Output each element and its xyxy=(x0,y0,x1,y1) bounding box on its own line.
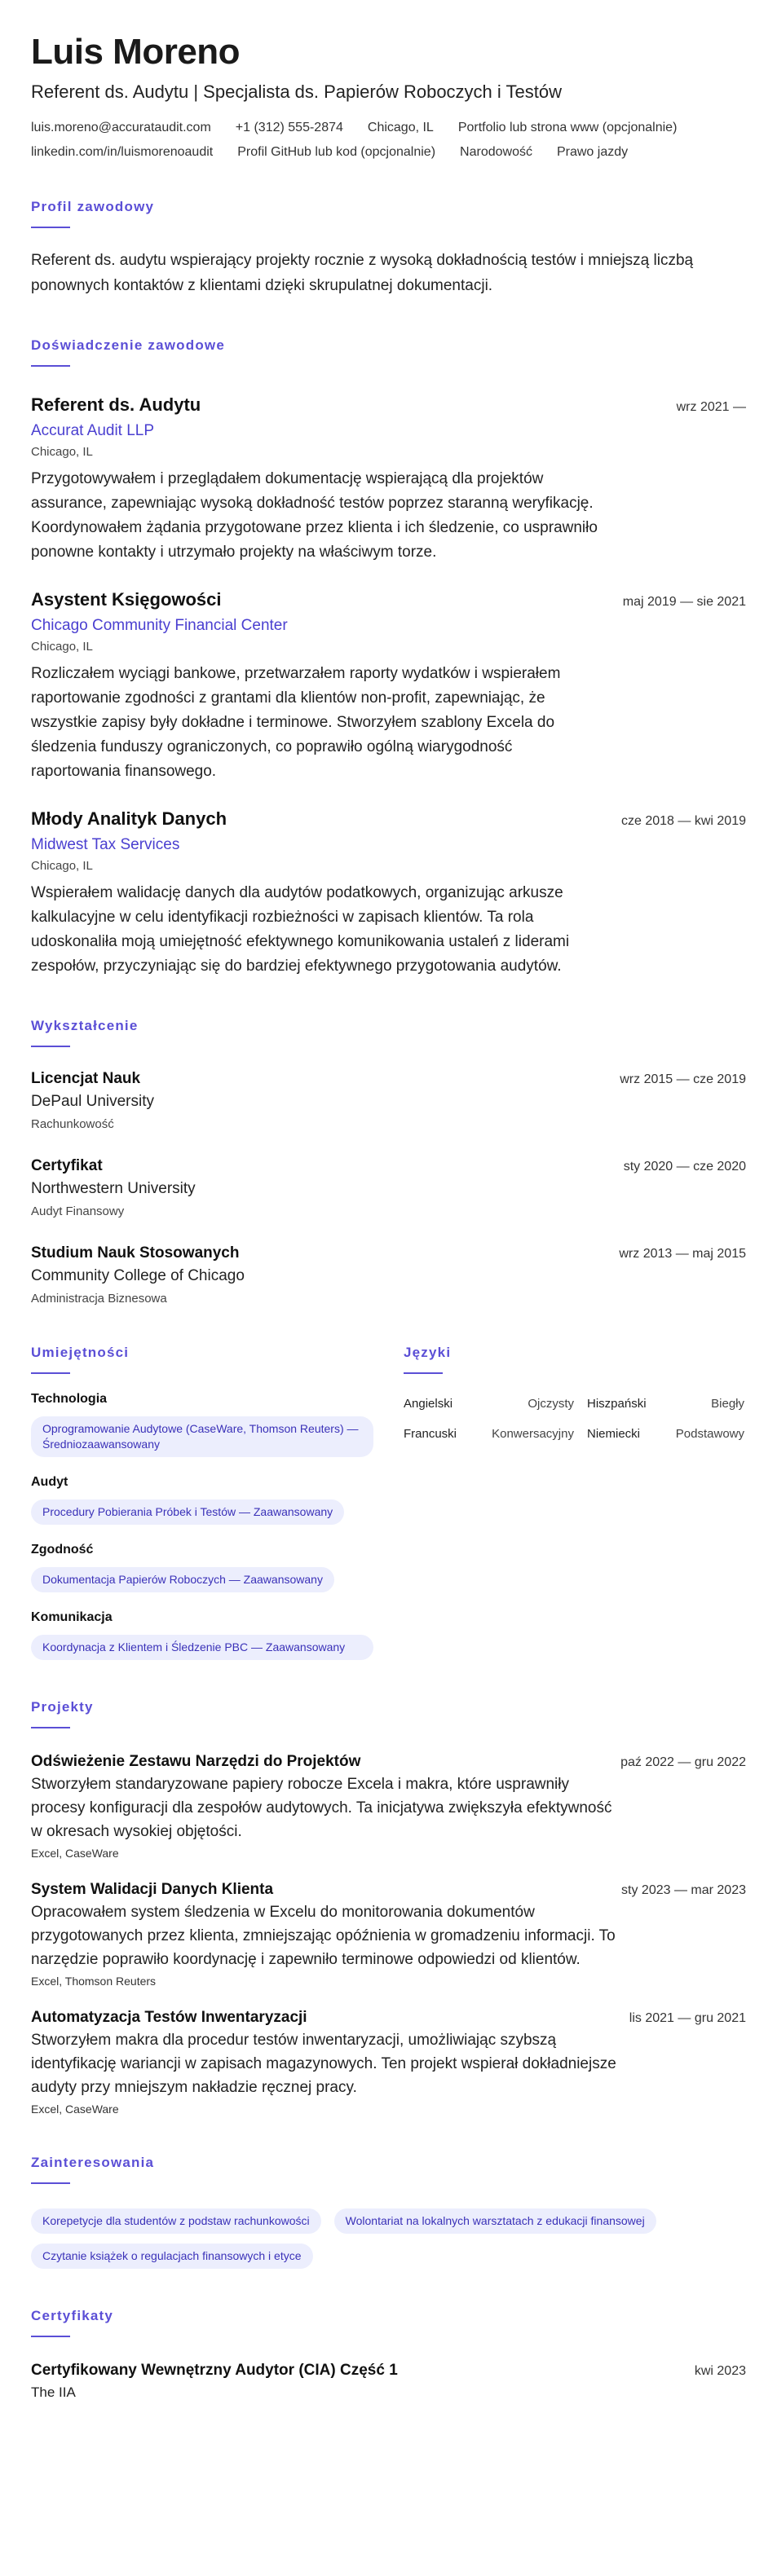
contact-location: Chicago, IL xyxy=(367,121,434,134)
resume-header xyxy=(31,31,746,160)
education-degree: Studium Nauk Stosowanych xyxy=(31,1244,240,1262)
contact-github[interactable]: Profil GitHub lub kod (opcjonalnie) xyxy=(237,145,436,159)
education-dates: sty 2020 — cze 2020 xyxy=(623,1160,746,1174)
skill-chip: Koordynacja z Klientem i Śledzenie PBC — Zaawansowany xyxy=(31,1635,373,1660)
education-dates: wrz 2013 — maj 2015 xyxy=(619,1247,746,1261)
candidate-title: Referent ds. Audytu | Specjalista ds. Papierów Roboczych i Testów xyxy=(31,81,562,102)
education-school: Community College of Chicago xyxy=(31,1267,245,1284)
project-tech: Excel, Thomson Reuters xyxy=(31,1975,157,1988)
education-field: Rachunkowość xyxy=(31,1117,114,1131)
education-school: DePaul University xyxy=(31,1093,154,1110)
certificate-title: Certyfikowany Wewnętrzny Audytor (CIA) Część 1 xyxy=(31,2362,398,2379)
job-company: Accurat Audit LLP xyxy=(31,422,155,439)
language-level: Podstawowy xyxy=(675,1427,744,1441)
project-title: System Walidacji Danych Klienta xyxy=(31,1881,274,1898)
section-title: Certyfikaty xyxy=(31,2308,114,2323)
project-description: Opracowałem system śledzenia w Excelu do monitorowania dokumentów przygotowanych przez klienta, zmniejszając opóźnienia w gromadzeniu informacji. To narzędzie poprawiło koordynację i zapewniło terminowe odpowiedzi od klientów. xyxy=(31,1904,616,1968)
project-entry xyxy=(31,2009,746,2116)
education-entry xyxy=(31,1070,746,1131)
section-title: Projekty xyxy=(31,1699,94,1715)
education-entry xyxy=(31,1244,746,1306)
project-tech: Excel, CaseWare xyxy=(31,1847,119,1860)
experience-entry xyxy=(31,589,746,784)
education-degree: Licencjat Nauk xyxy=(31,1070,141,1087)
candidate-name: Luis Moreno xyxy=(31,32,241,72)
project-dates: sty 2023 — mar 2023 xyxy=(621,1883,746,1897)
section-title: Języki xyxy=(404,1345,452,1360)
section-divider xyxy=(31,2182,70,2184)
skill-category: Komunikacja xyxy=(31,1610,113,1624)
certificates-section xyxy=(31,2308,746,2401)
section-divider xyxy=(31,365,70,367)
education-entry xyxy=(31,1157,746,1218)
language-name: Angielski xyxy=(404,1397,453,1411)
education-dates: wrz 2015 — cze 2019 xyxy=(620,1072,746,1086)
education-field: Administracja Biznesowa xyxy=(31,1292,167,1306)
section-title: Wykształcenie xyxy=(31,1018,139,1033)
skill-category: Zgodność xyxy=(31,1543,94,1557)
section-divider xyxy=(31,1372,70,1374)
skill-chip: Oprogramowanie Audytowe (CaseWare, Thomson Reuters) — Średniozaawansowany xyxy=(31,1416,373,1457)
skill-group xyxy=(31,1543,373,1592)
job-description: Rozliczałem wyciągi bankowe, przetwarzałem raporty wydatków i wspierałem raportowanie zgodności z grantami dla klientów non-profit, zapewniając, że wszystkie zapisy były dokładne i terminowe. Stworzyłem szablony Excela do śledzenia funduszy ograniczonych, co poprawiło ogólną wiarygodność raportowania finansowego. xyxy=(31,665,561,780)
project-title: Odświeżenie Zestawu Narzędzi do Projektów xyxy=(31,1753,361,1770)
section-divider xyxy=(31,1046,70,1047)
interest-list xyxy=(31,2208,748,2269)
certificate-date: kwi 2023 xyxy=(694,2364,746,2378)
experience-entry xyxy=(31,394,746,565)
projects-section xyxy=(31,1699,746,2116)
skills-section xyxy=(31,1345,373,1660)
job-role: Referent ds. Audytu xyxy=(31,394,201,415)
section-title: Profil zawodowy xyxy=(31,199,155,214)
project-description: Stworzyłem makra dla procedur testów inwentaryzacji, umożliwiając szybszą identyfikację wariancji w zapisach magazynowych. Ten projekt wspierał dokładniejsze audyty przy mniejszym nakładzie ręcznej pracy. xyxy=(31,2032,616,2096)
certificate-issuer: The IIA xyxy=(31,2384,76,2400)
project-entry xyxy=(31,1753,746,1860)
job-dates: maj 2019 — sie 2021 xyxy=(622,595,746,609)
section-divider xyxy=(31,2336,70,2337)
contact-nationality: Narodowość xyxy=(460,145,532,159)
language-name: Hiszpański xyxy=(587,1397,647,1411)
interest-chip: Wolontariat na lokalnych warsztatach z edukacji finansowej xyxy=(334,2208,656,2234)
profile-section xyxy=(31,199,746,298)
project-tech: Excel, CaseWare xyxy=(31,2103,119,2116)
skill-group xyxy=(31,1392,373,1457)
language-level: Konwersacyjny xyxy=(492,1427,574,1441)
section-title: Umiejętności xyxy=(31,1345,130,1360)
skill-chip: Dokumentacja Papierów Roboczych — Zaawansowany xyxy=(31,1567,334,1592)
skill-category: Audyt xyxy=(31,1475,68,1489)
skill-group xyxy=(31,1610,373,1660)
job-company: Midwest Tax Services xyxy=(31,836,180,853)
job-description: Wspierałem walidację danych dla audytów podatkowych, organizując arkusze kalkulacyjne w celu identyfikacji rozbieżności w zapisach klientów. Ta rola udoskonaliła moją umiejętność efektywnego komunikowania ustaleń z liderami zespołów, przyczyniając się do bardziej efektywnego przygotowania audytów. xyxy=(31,884,570,975)
project-description: Stworzyłem standaryzowane papiery robocze Excela i makra, które usprawniły procesy konfiguracji dla zespołów audytowych. Ta inicjatywa zwiększyła efektywność w okresach wysokiej objętości. xyxy=(31,1776,612,1840)
interest-chip: Czytanie książek o regulacjach finansowych i etyce xyxy=(31,2244,313,2269)
interest-chip: Korepetycje dla studentów z podstaw rachunkowości xyxy=(31,2208,321,2234)
language-list xyxy=(404,1397,744,1441)
project-dates: lis 2021 — gru 2021 xyxy=(629,2011,746,2025)
education-degree: Certyfikat xyxy=(31,1157,103,1174)
education-school: Northwestern University xyxy=(31,1180,196,1197)
contact-email[interactable]: luis.moreno@accurataudit.com xyxy=(31,121,211,134)
section-divider xyxy=(404,1372,443,1374)
contact-driving-license: Prawo jazdy xyxy=(556,145,629,159)
job-company: Chicago Community Financial Center xyxy=(31,617,288,634)
language-level: Biegły xyxy=(711,1397,744,1411)
section-title: Doświadczenie zawodowe xyxy=(31,337,226,353)
language-name: Francuski xyxy=(404,1427,457,1441)
project-dates: paź 2022 — gru 2022 xyxy=(620,1755,746,1769)
job-location: Chicago, IL xyxy=(31,859,93,873)
job-location: Chicago, IL xyxy=(31,445,93,459)
profile-summary: Referent ds. audytu wspierający projekty rocznie z wysoką dokładnością testów i mniejszą liczbą ponownych kontaktów z klientami dzięki skrupulatnej dokumentacji. xyxy=(31,252,694,294)
experience-section xyxy=(31,337,746,979)
contact-phone[interactable]: +1 (312) 555-2874 xyxy=(235,121,343,134)
job-dates: cze 2018 — kwi 2019 xyxy=(621,814,746,828)
language-level: Ojczysty xyxy=(528,1397,574,1411)
education-field: Audyt Finansowy xyxy=(31,1204,125,1218)
job-dates: wrz 2021 — xyxy=(676,400,746,414)
project-entry xyxy=(31,1881,746,1988)
languages-section xyxy=(404,1345,744,1660)
skill-category: Technologia xyxy=(31,1392,108,1406)
job-role: Młody Analityk Danych xyxy=(31,808,227,829)
interests-section xyxy=(31,2155,746,2269)
language-name: Niemiecki xyxy=(587,1427,641,1441)
education-section xyxy=(31,1018,746,1306)
job-location: Chicago, IL xyxy=(31,640,93,654)
job-description: Przygotowywałem i przeglądałem dokumentację wspierającą dla projektów assurance, zapewniając wysoką dokładność testów poprzez staranną weryfikację. Koordynowałem żądania przygotowane przez klienta i ich śledzenie, co usprawniło ponowne kontakty i utrzymało projekty na właściwym torze. xyxy=(31,470,598,561)
skill-group xyxy=(31,1475,373,1525)
skill-chip: Procedury Pobierania Próbek i Testów — Zaawansowany xyxy=(31,1499,344,1525)
skills-languages-row xyxy=(31,1345,746,1660)
job-role: Asystent Księgowości xyxy=(31,589,222,610)
section-title: Zainteresowania xyxy=(31,2155,155,2170)
contact-portfolio[interactable]: Portfolio lub strona www (opcjonalnie) xyxy=(457,121,678,134)
contact-linkedin[interactable]: linkedin.com/in/luismorenoaudit xyxy=(31,145,214,159)
contact-list xyxy=(31,121,732,160)
certificate-entry xyxy=(31,2362,746,2401)
project-title: Automatyzacja Testów Inwentaryzacji xyxy=(31,2009,307,2026)
experience-entry xyxy=(31,808,746,979)
section-divider xyxy=(31,227,70,228)
section-divider xyxy=(31,1727,70,1728)
